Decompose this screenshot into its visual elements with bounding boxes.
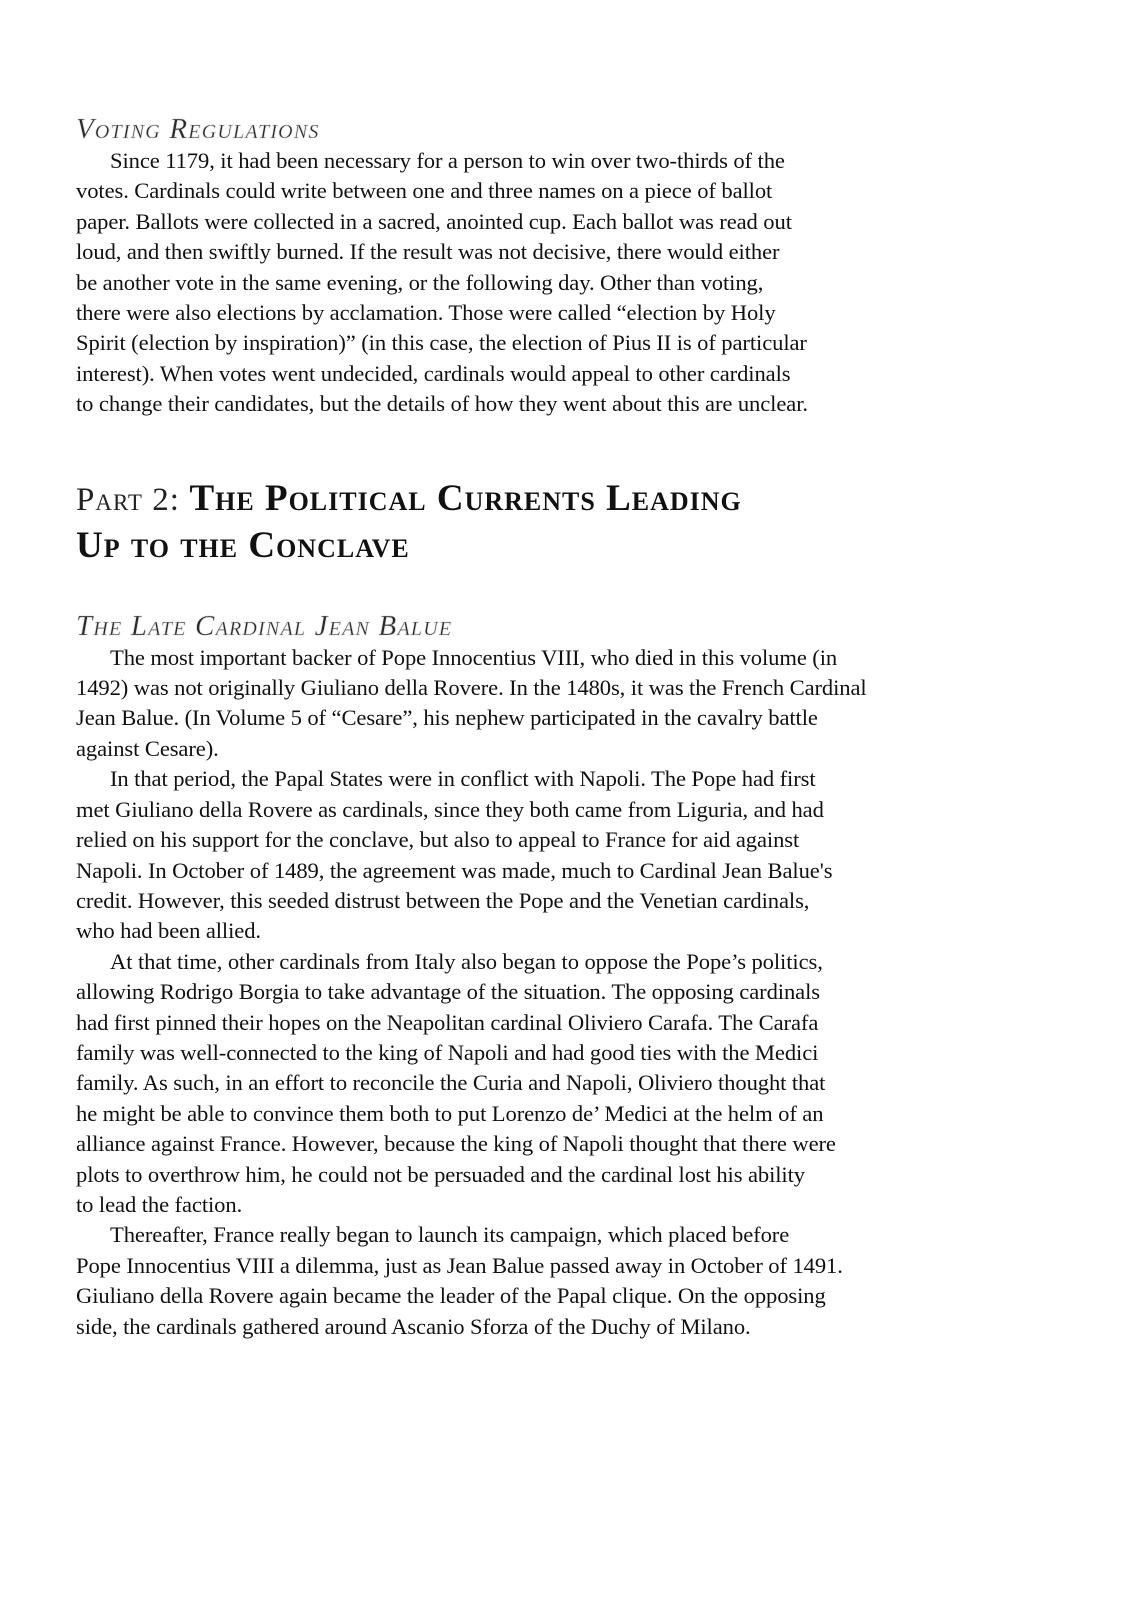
- text-line: At that time, other cardinals from Italy also began to oppose the Pope’s politics,: [110, 948, 823, 974]
- text-line: Thereafter, France really began to launch its campaign, which placed before: [110, 1222, 790, 1248]
- text-line: Jean Balue. (In Volume 5 of “Cesare”, his nephew participated in the cavalry battle: [76, 705, 818, 731]
- part-2-title: [76, 476, 1076, 569]
- text-line: 1492) was not originally Giuliano della Rovere. In the 1480s, it was the French Cardinal: [76, 675, 867, 701]
- text-line: votes. Cardinals could write between one and three names on a piece of ballot: [76, 178, 773, 204]
- text-line: had first pinned their hopes on the Neapolitan cardinal Oliviero Carafa. The Carafa: [76, 1009, 819, 1035]
- text-line: Since 1179, it had been necessary for a person to win over two-thirds of the: [110, 148, 785, 173]
- balue-paragraph-4: [76, 1220, 1076, 1342]
- text-line: to change their candidates, but the details of how they went about this are unclear.: [76, 391, 808, 417]
- text-line: who had been allied.: [76, 918, 261, 944]
- text-line: plots to overthrow him, he could not be persuaded and the cardinal lost his ability: [76, 1161, 805, 1187]
- text-line: he might be able to convince them both to put Lorenzo de’ Medici at the helm of an: [76, 1100, 824, 1126]
- section-spacer: [76, 420, 1076, 476]
- text-line: loud, and then swiftly burned. If the result was not decisive, there would either: [76, 239, 780, 265]
- text-line: to lead the faction.: [76, 1191, 243, 1217]
- text-line: Napoli. In October of 1489, the agreement was made, much to Cardinal Jean Balue's: [76, 857, 833, 883]
- text-line: credit. However, this seeded distrust between the Pope and the Venetian cardinals,: [76, 887, 810, 913]
- jean-balue-heading: The Late Cardinal Jean Balue: [76, 609, 453, 642]
- text-line: against Cesare).: [76, 735, 219, 761]
- text-line: The most important backer of Pope Innocentius VIII, who died in this volume (in: [110, 644, 838, 670]
- voting-regulations-paragraph: [76, 146, 1076, 420]
- text-line: be another vote in the same evening, or the following day. Other than voting,: [76, 269, 764, 295]
- voting-regulations-heading: Voting Regulations: [76, 113, 320, 145]
- part-label: Part 2:: [76, 481, 180, 518]
- text-line: paper. Ballots were collected in a sacred, anointed cup. Each ballot was read out: [76, 208, 792, 234]
- text-line: Pope Innocentius VIII a dilemma, just as Jean Balue passed away in October of 1491.: [76, 1252, 843, 1278]
- part-2-title-text-1: The Political Currents Leading: [189, 477, 742, 519]
- text-line: met Giuliano della Rovere as cardinals, since they both came from Liguria, and had: [76, 796, 824, 822]
- balue-paragraph-3: [76, 947, 1076, 1221]
- document-page: [76, 112, 1076, 1342]
- text-line: family. As such, in an effort to reconcile the Curia and Napoli, Oliviero thought that: [76, 1070, 826, 1096]
- part-2-title-line-2: Up to the Conclave: [76, 524, 410, 566]
- text-line: side, the cardinals gathered around Ascanio Sforza of the Duchy of Milano.: [76, 1313, 751, 1339]
- section-spacer: [76, 569, 1076, 609]
- balue-paragraph-2: [76, 764, 1076, 946]
- text-line: interest). When votes went undecided, cardinals would appeal to other cardinals: [76, 360, 791, 386]
- text-line: family was well-connected to the king of Napoli and had good ties with the Medici: [76, 1039, 819, 1065]
- text-line: there were also elections by acclamation. Those were called “election by Holy: [76, 300, 776, 326]
- part-2-title-line-1: [76, 476, 1076, 523]
- text-line: In that period, the Papal States were in conflict with Napoli. The Pope had first: [110, 766, 816, 792]
- balue-paragraph-1: [76, 643, 1076, 765]
- text-line: relied on his support for the conclave, but also to appeal to France for aid against: [76, 827, 800, 853]
- text-line: allowing Rodrigo Borgia to take advantage of the situation. The opposing cardinals: [76, 979, 820, 1005]
- text-line: alliance against France. However, because the king of Napoli thought that there were: [76, 1131, 836, 1157]
- text-line: Spirit (election by inspiration)” (in this case, the election of Pius II is of particular: [76, 330, 807, 356]
- text-line: Giuliano della Rovere again became the leader of the Papal clique. On the opposing: [76, 1283, 826, 1309]
